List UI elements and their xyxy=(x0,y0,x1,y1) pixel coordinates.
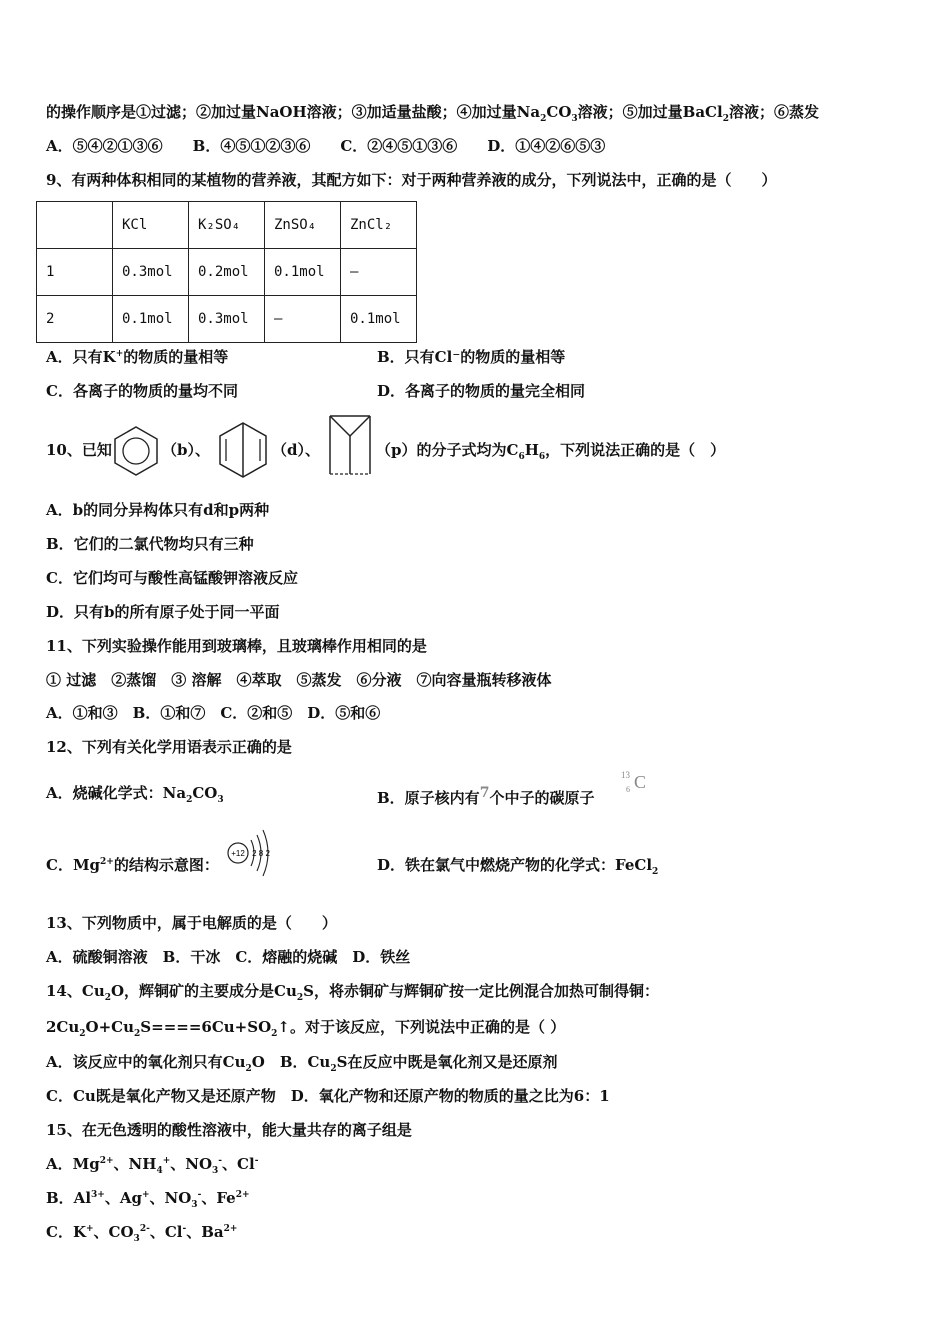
q13-options: A．硫酸铜溶液 B．干冰 C．熔融的烧碱 D．铁丝 xyxy=(46,948,411,966)
q15-stem: 15、在无色透明的酸性溶液中，能大量共存的离子组是 xyxy=(46,1121,412,1139)
q9-stem: 9、有两种体积相同的某植物的营养液，其配方如下：对于两种营养液的成分，下列说法中，正确的是（ ） xyxy=(46,171,777,189)
q11-options: A．①和③ B．①和⑦ C．②和⑤ D．⑤和⑥ xyxy=(46,704,381,722)
q11-items: ① 过滤 ②蒸馏 ③ 溶解 ④萃取 ⑤蒸发 ⑥分液 ⑦向容量瓶转移液体 xyxy=(46,671,552,689)
table-cell: 0.1mol xyxy=(265,249,341,296)
q15-option-b: B．$Al^{3+}$、Ag+、$NO_3^-$、$Fe^{2+}$ xyxy=(46,1189,250,1210)
table-row xyxy=(37,296,417,343)
q10-option-d: D．只有b的所有原子处于同一平面 xyxy=(46,603,280,621)
q10-stem: （p）的分子式均为$C_6H_6$，下列说法正确的是（ ） xyxy=(376,441,726,462)
table-cell: — xyxy=(341,249,417,296)
prismane-structure-icon xyxy=(326,412,376,480)
q10-option-c: C．它们均可与酸性高锰酸钾溶液反应 xyxy=(46,569,298,587)
q15-option-c: C．K+、$CO_3^{2-}$、Cl-、$Ba^{2+}$ xyxy=(46,1223,238,1244)
table-cell: 0.2mol xyxy=(189,249,265,296)
table-row xyxy=(37,249,417,296)
q11-stem: 11、下列实验操作能用到玻璃棒，且玻璃棒作用相同的是 xyxy=(46,637,427,655)
nucleus-label: +12 xyxy=(231,849,245,858)
table-cell: 0.3mol xyxy=(189,296,265,343)
table-cell: KCl xyxy=(113,202,189,249)
table-cell: 0.1mol xyxy=(113,296,189,343)
q14-options-ab: A．该反应中的氧化剂只有$Cu_2O$ B．$Cu_2S$在反应中既是氧化剂又是还原剂 xyxy=(46,1053,558,1074)
q10-label-d: （d）、 xyxy=(272,441,320,459)
benzene-structure-icon xyxy=(110,424,162,478)
q14-options-cd: C．Cu既是氧化产物又是还原产物 D．氧化产物和还原产物的物质的量之比为6：1 xyxy=(46,1087,610,1105)
q13-stem: 13、下列物质中，属于电解质的是（ ） xyxy=(46,914,337,932)
table-cell: 0.3mol xyxy=(113,249,189,296)
table-cell: — xyxy=(265,296,341,343)
q10-prefix: 10、已知 xyxy=(46,441,112,459)
q12-option-b: B．原子核内有7个中子的碳原子 xyxy=(377,785,595,807)
nutrient-table xyxy=(36,201,417,343)
table-cell: K₂SO₄ xyxy=(189,202,265,249)
mg-ion-structure-diagram xyxy=(224,826,276,878)
table-cell: 0.1mol xyxy=(341,296,417,343)
q9-option-a: A．只有K+的物质的量相等 xyxy=(46,348,229,366)
q9-option-b: B．只有Cl⁻的物质的量相等 xyxy=(377,348,566,366)
q12-option-d: D．铁在氯气中燃烧产物的化学式：FeCl$_2$ xyxy=(377,856,659,877)
q12-option-a: A．烧碱化学式：$Na_2CO_3$ xyxy=(46,784,224,805)
table-cell xyxy=(37,202,113,249)
dewar-benzene-structure-icon xyxy=(215,420,271,480)
q8-continuation: 的操作顺序是①过滤；②加过量NaOH溶液；③加适量盐酸；④加过量$Na_2CO_3$溶液；⑤加过量BaCl$_2$溶液；⑥蒸发 xyxy=(46,103,819,124)
q12-stem: 12、下列有关化学用语表示正确的是 xyxy=(46,738,292,756)
table-cell: 2 xyxy=(37,296,113,343)
shell-electrons-label: 2 8 2 xyxy=(252,849,270,858)
q12-option-c: C．$Mg^{2+}$的结构示意图： xyxy=(46,856,219,874)
table-header-row xyxy=(37,202,417,249)
table-cell: 1 xyxy=(37,249,113,296)
q9-option-c: C．各离子的物质的量均不同 xyxy=(46,382,238,400)
table-cell: ZnCl₂ xyxy=(341,202,417,249)
q8-options: A．⑤④②①③⑥ B．④⑤①②③⑥ C．②④⑤①③⑥ D．①④②⑥⑤③ xyxy=(46,137,606,155)
table-cell: ZnSO₄ xyxy=(265,202,341,249)
q10-option-a: A．b的同分异构体只有d和p两种 xyxy=(46,501,270,519)
q10-option-b: B．它们的二氯代物均只有三种 xyxy=(46,535,254,553)
q14-equation: $2Cu_2O+Cu_2S====6Cu+SO_2↑$。对于该反应，下列说法中正确的是（ ） xyxy=(46,1018,566,1039)
q15-option-a: A．$Mg^{2+}$、$NH_4^+$、$NO_3^-$、Cl- xyxy=(46,1155,259,1176)
q10-label-b: （b）、 xyxy=(162,441,210,459)
q9-option-d: D．各离子的物质的量完全相同 xyxy=(377,382,586,400)
q14-stem: 14、$Cu_2O$，辉铜矿的主要成分是$Cu_2S$，将赤铜矿与辉铜矿按一定比例混合加热可制得铜： xyxy=(46,982,660,1003)
